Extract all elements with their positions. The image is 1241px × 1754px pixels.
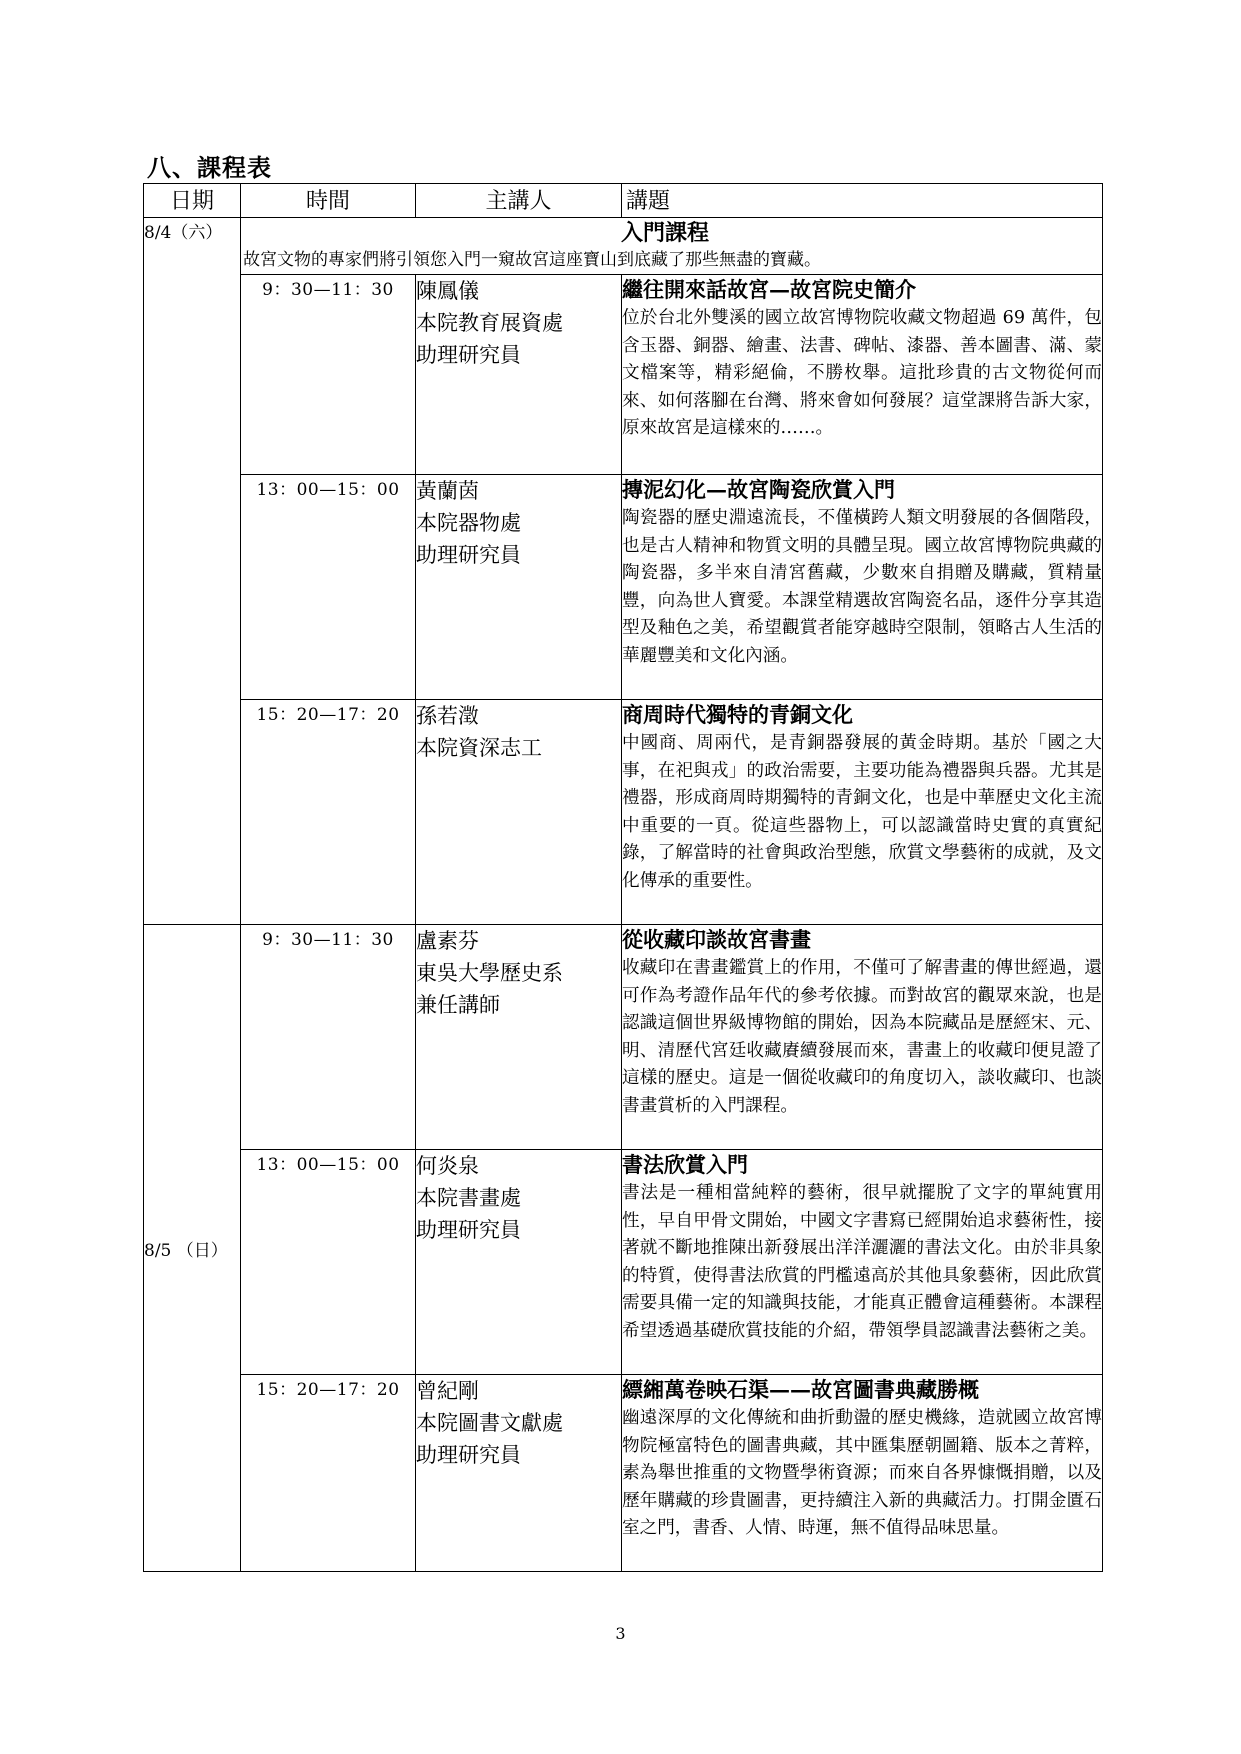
speaker-name: 曾紀剛 — [416, 1379, 479, 1403]
speaker-dept: 本院圖書文獻處 — [416, 1411, 563, 1435]
session-time: 15：20—17：20 — [241, 700, 416, 925]
speaker-dept: 本院書畫處 — [416, 1186, 521, 1210]
session-speaker — [416, 925, 622, 1150]
speaker-name: 黃蘭茵 — [416, 479, 479, 503]
topic-description: 陶瓷器的歷史淵遠流長，不僅橫跨人類文明發展的各個階段，也是古人精神和物質文明的具體呈現。國立故宮博物院典藏的陶瓷器，多半來自清宮舊藏，少數來自捐贈及購藏，質精量豐，向為世人寶愛。本課堂精選故宮陶瓷名品，逐件分享其造型及釉色之美，希望觀賞者能穿越時空限制，領略古人生活的華麗豐美和文化內涵。 — [622, 508, 1102, 666]
header-topic: 講題 — [622, 184, 1103, 218]
table-row — [144, 925, 1103, 1150]
session-topic — [622, 1150, 1103, 1375]
day1-intro-desc: 故宮文物的專家們將引領您入門一窺故宮這座寶山到底藏了那些無盡的寶藏。 — [243, 250, 821, 270]
speaker-name: 陳鳳儀 — [416, 279, 479, 303]
table-row — [144, 700, 1103, 925]
table-row — [144, 475, 1103, 700]
table-row — [144, 1375, 1103, 1572]
page-number: 3 — [615, 1624, 626, 1643]
speaker-dept: 東吳大學歷史系 — [416, 961, 563, 985]
session-speaker — [416, 275, 622, 475]
course-schedule-table — [143, 183, 1103, 1572]
header-date: 日期 — [144, 184, 241, 218]
topic-title: 商周時代獨特的青銅文化 — [622, 702, 853, 727]
session-topic — [622, 1375, 1103, 1572]
topic-description: 收藏印在書畫鑑賞上的作用，不僅可了解書畫的傳世經過，還可作為考證作品年代的參考依據。而對故宮的觀眾來說，也是認識這個世界級博物館的開始，因為本院藏品是歷經宋、元、明、清歷代宮廷收藏賡續發展而來，書畫上的收藏印便見證了這樣的歷史。這是一個從收藏印的角度切入，談收藏印、也談書畫賞析的入門課程。 — [622, 958, 1102, 1116]
day2-date — [144, 925, 241, 1572]
session-time: 13：00—15：00 — [241, 475, 416, 700]
session-topic — [622, 925, 1103, 1150]
session-speaker — [416, 1375, 622, 1572]
topic-title: 繼往開來話故宮—故宮院史簡介 — [622, 277, 916, 302]
topic-description: 位於台北外雙溪的國立故宮博物院收藏文物超過 69 萬件，包含玉器、銅器、繪畫、法書、碑帖、漆器、善本圖書、滿、蒙文檔案等，精彩絕倫，不勝枚舉。這批珍貴的古文物從何而來、如何落腳在台灣、將來會如何發展？這堂課將告訴大家，原來故宮是這樣來的……。 — [622, 308, 1102, 439]
speaker-dept: 本院器物處 — [416, 511, 521, 535]
session-speaker — [416, 700, 622, 925]
table-row — [144, 1150, 1103, 1375]
topic-description: 幽遠深厚的文化傳統和曲折動盪的歷史機緣，造就國立故宮博物院極富特色的圖書典藏，其中匯集歷朝圖籍、版本之菁粹，素為舉世推重的文物暨學術資源；而來自各界慷慨捐贈，以及歷年購藏的珍貴圖書，更持續注入新的典藏活力。打開金匱石室之門，書香、人情、時運，無不值得品味思量。 — [622, 1408, 1102, 1539]
speaker-title: 助理研究員 — [416, 1218, 521, 1242]
speaker-name: 盧素芬 — [416, 929, 479, 953]
speaker-name: 孫若澂 — [416, 704, 479, 728]
session-speaker — [416, 475, 622, 700]
topic-title: 書法欣賞入門 — [622, 1152, 748, 1177]
header-row — [144, 184, 1103, 218]
speaker-title: 兼任講師 — [416, 993, 500, 1017]
day1-date: 8/4（六） — [144, 218, 241, 925]
topic-title: 縹緗萬卷映石渠——故宮圖書典藏勝概 — [622, 1377, 979, 1402]
day1-intro-title-cell — [241, 218, 1103, 275]
speaker-dept: 本院教育展資處 — [416, 311, 563, 335]
session-topic — [622, 700, 1103, 925]
session-time: 9：30—11：30 — [241, 925, 416, 1150]
page-title: 八、課程表 — [147, 153, 272, 182]
topic-title: 摶泥幻化—故宮陶瓷欣賞入門 — [622, 477, 895, 502]
session-topic — [622, 475, 1103, 700]
speaker-title: 助理研究員 — [416, 1443, 521, 1467]
header-speaker: 主講人 — [416, 184, 622, 218]
session-time: 15：20—17：20 — [241, 1375, 416, 1572]
day2-date-label: 8/5 （日） — [144, 1240, 228, 1261]
table-row — [144, 275, 1103, 475]
session-speaker — [416, 1150, 622, 1375]
topic-description: 中國商、周兩代，是青銅器發展的黃金時期。基於「國之大事，在祀與戎」的政治需要，主要功能為禮器與兵器。尤其是禮器，形成商周時期獨特的青銅文化，也是中華歷史文化主流中重要的一頁。從這些器物上，可以認識當時史實的真實紀錄，了解當時的社會與政治型態，欣賞文學藝術的成就，及文化傳承的重要性。 — [622, 733, 1102, 891]
day1-intro-title: 入門課程 — [621, 220, 710, 246]
speaker-dept: 本院資深志工 — [416, 736, 542, 760]
speaker-title: 助理研究員 — [416, 343, 521, 367]
speaker-name: 何炎泉 — [416, 1154, 479, 1178]
speaker-title: 助理研究員 — [416, 543, 521, 567]
session-topic — [622, 275, 1103, 475]
session-time: 13：00—15：00 — [241, 1150, 416, 1375]
header-time: 時間 — [241, 184, 416, 218]
topic-title: 從收藏印談故宮書畫 — [622, 927, 811, 952]
session-time: 9：30—11：30 — [241, 275, 416, 475]
day1-intro-row — [144, 218, 1103, 275]
topic-description: 書法是一種相當純粹的藝術，很早就擺脫了文字的單純實用性，早自甲骨文開始，中國文字書寫已經開始追求藝術性，接著就不斷地推陳出新發展出洋洋灑灑的書法文化。由於非具象的特質，使得書法欣賞的門檻遠高於其他具象藝術，因此欣賞需要具備一定的知識與技能，才能真正體會這種藝術。本課程希望透過基礎欣賞技能的介紹，帶領學員認識書法藝術之美。 — [622, 1183, 1102, 1341]
